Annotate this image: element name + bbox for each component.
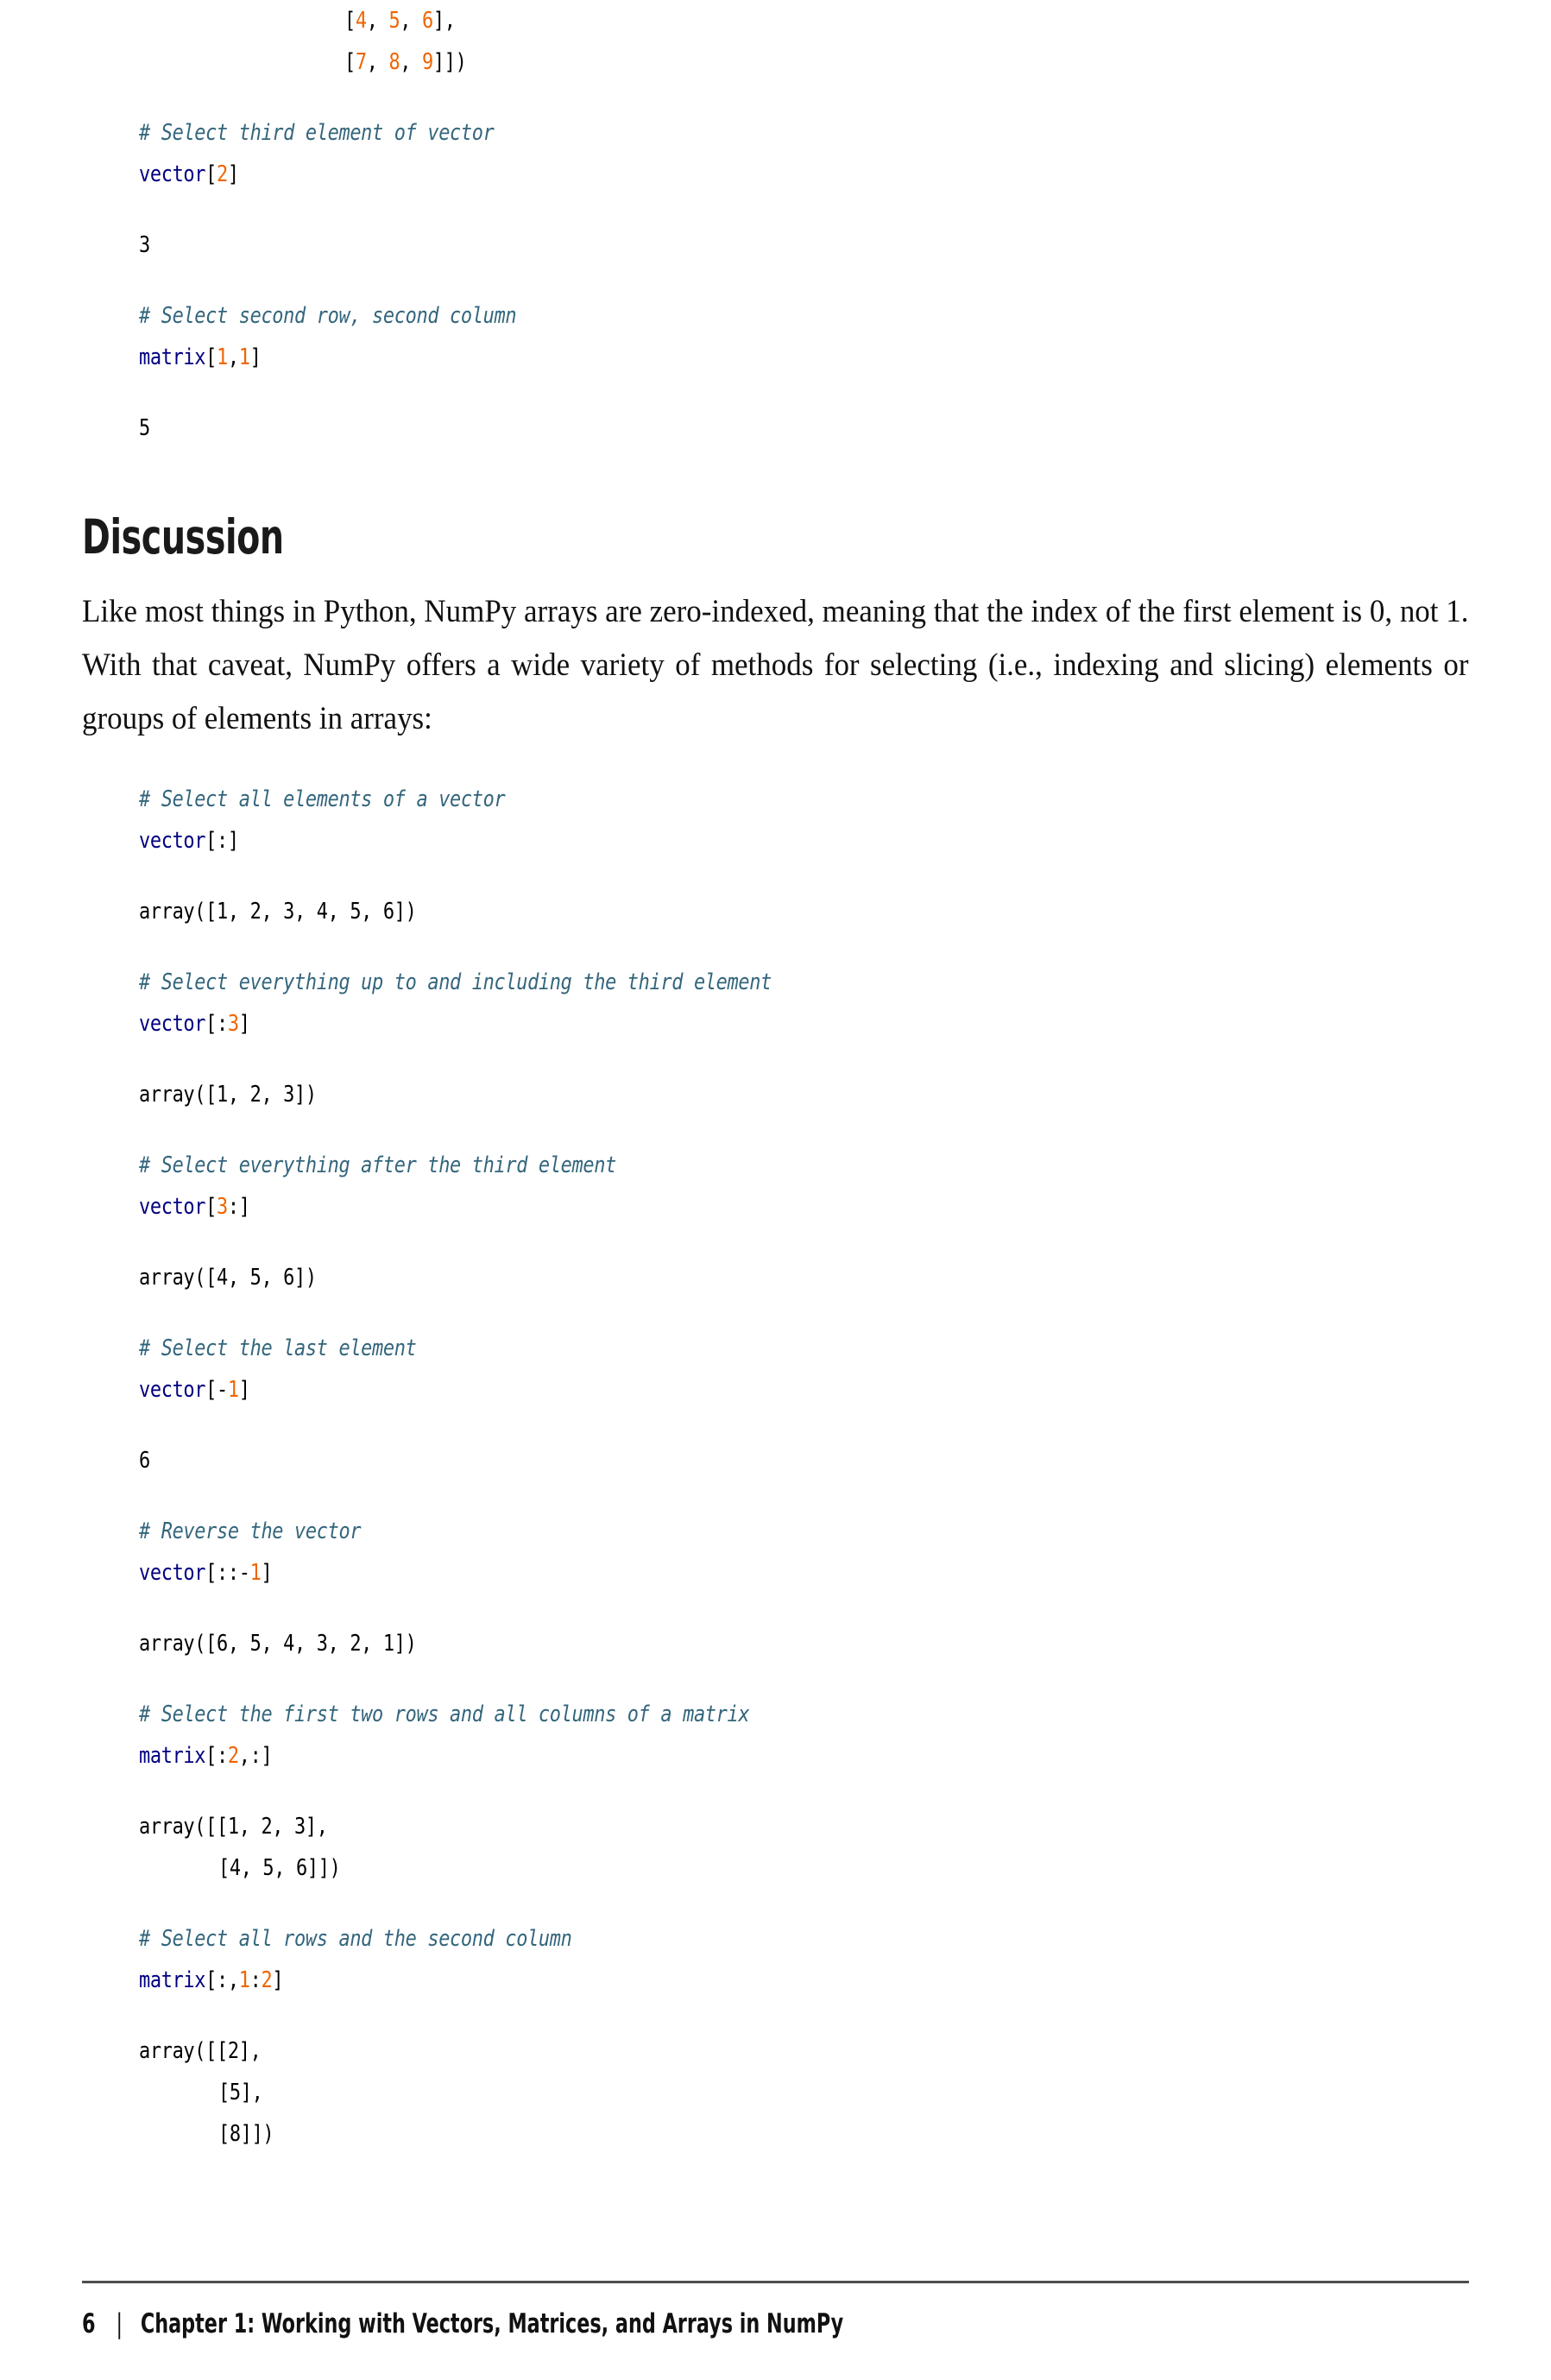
code-token-pun: ],	[432, 8, 456, 34]
code-token-pun: [::-	[205, 1560, 250, 1586]
code-token-num: 2	[227, 1743, 239, 1769]
code-token-num: 6	[421, 8, 433, 34]
code-token-cmt: # Reverse the vector	[139, 1518, 362, 1544]
code-line	[139, 891, 1283, 932]
code-block-select-all-elements	[82, 779, 1469, 862]
code-line	[139, 112, 1283, 154]
code-token-out: 6	[139, 1448, 150, 1474]
code-block-select-third-element	[82, 112, 1469, 195]
code-token-id: matrix	[139, 1743, 206, 1769]
code-line	[139, 1369, 1283, 1411]
code-output-array-two-rows	[82, 1806, 1469, 1889]
code-token-out: [5],	[218, 2080, 263, 2105]
page-section-heading: Discussion	[82, 509, 284, 565]
code-line	[139, 1440, 1283, 1481]
code-token-num: 3	[227, 1011, 239, 1037]
code-line	[139, 1806, 1283, 1847]
code-token-pun: [:	[205, 1011, 228, 1037]
code-token-out: array([4, 5, 6])	[139, 1265, 317, 1291]
code-line	[139, 1074, 1283, 1115]
code-token-out: array([6, 5, 4, 3, 2, 1])	[139, 1631, 417, 1657]
code-line	[344, 41, 1312, 83]
footer-text	[82, 2309, 1192, 2339]
code-token-pun: :]	[227, 1194, 250, 1220]
code-token-pun: [	[344, 8, 356, 34]
code-token-num: 1	[217, 344, 228, 370]
code-line	[139, 1623, 1283, 1664]
code-output-array-4-6	[82, 1257, 1469, 1298]
code-token-pun: ]	[249, 344, 262, 370]
code-block-select-all-rows-second-column	[82, 1918, 1469, 2001]
code-token-cmt: # Select all rows and the second column	[139, 1926, 572, 1952]
code-token-num: 1	[249, 1560, 262, 1586]
code-block-select-up-to-third	[82, 962, 1469, 1045]
code-line	[218, 2113, 1294, 2155]
code-token-num: 1	[238, 344, 250, 370]
code-token-pun: ,	[399, 8, 422, 34]
page-content	[82, 0, 1469, 2175]
code-token-out: array([1, 2, 3, 4, 5, 6])	[139, 899, 417, 925]
code-token-id: matrix	[139, 344, 206, 370]
code-token-pun: [-	[205, 1377, 228, 1403]
code-token-pun: [	[205, 161, 218, 187]
code-token-pun: ,	[227, 344, 239, 370]
code-token-out: array([[2],	[139, 2038, 262, 2064]
code-token-num: 2	[217, 161, 228, 187]
code-token-num: 1	[227, 1377, 239, 1403]
spacer-after-heading	[82, 563, 1469, 585]
code-output-6	[82, 1440, 1469, 1481]
code-token-num: 4	[355, 8, 367, 34]
code-token-pun: ,:]	[238, 1743, 273, 1769]
code-block-matrix-tail	[82, 0, 1469, 83]
code-output-5	[82, 407, 1469, 449]
code-token-pun: [:,	[205, 1967, 239, 1993]
code-token-id: vector	[139, 1011, 206, 1037]
code-line	[139, 1257, 1283, 1298]
code-line	[139, 1145, 1283, 1186]
code-line	[139, 1735, 1283, 1777]
code-token-cmt: # Select second row, second column	[139, 303, 517, 329]
code-token-out: 5	[139, 415, 150, 441]
code-line	[139, 407, 1283, 449]
code-token-out: array([1, 2, 3])	[139, 1082, 317, 1108]
code-token-num: 1	[238, 1967, 250, 1993]
code-output-3	[82, 224, 1469, 266]
code-line	[139, 2030, 1283, 2072]
code-line	[139, 1552, 1283, 1594]
code-token-cmt: # Select everything up to and including the third element	[139, 969, 772, 995]
code-token-num: 8	[388, 49, 400, 75]
code-token-pun: ]	[272, 1967, 284, 1993]
code-line	[139, 1960, 1283, 2001]
code-block-select-second-row-second-column	[82, 295, 1469, 378]
footer-divider	[82, 2281, 1469, 2283]
code-token-id: vector	[139, 828, 206, 854]
code-token-cmt: # Select all elements of a vector	[139, 786, 506, 812]
code-token-out: [4, 5, 6]])	[218, 1855, 341, 1881]
code-token-cmt: # Select everything after the third element	[139, 1152, 616, 1178]
code-token-pun: ,	[366, 8, 389, 34]
code-line	[139, 154, 1283, 195]
code-token-pun: ,	[399, 49, 422, 75]
code-line	[344, 0, 1312, 41]
code-token-cmt: # Select the last element	[139, 1335, 417, 1361]
code-token-out: array([[1, 2, 3],	[139, 1814, 328, 1840]
code-line	[218, 1847, 1294, 1889]
code-line	[139, 1694, 1283, 1735]
code-block-select-after-third	[82, 1145, 1469, 1228]
code-line	[139, 1186, 1283, 1228]
code-token-num: 2	[261, 1967, 273, 1993]
code-line	[139, 1511, 1283, 1552]
code-output-array-1-6	[82, 891, 1469, 932]
code-token-id: matrix	[139, 1967, 206, 1993]
spacer-before-heading	[82, 478, 1469, 511]
code-line	[139, 1918, 1283, 1960]
code-token-pun: ]	[238, 1011, 250, 1037]
code-block-select-first-two-rows	[82, 1694, 1469, 1777]
code-token-pun: ]	[261, 1560, 273, 1586]
footer-page-number: 6	[82, 2308, 96, 2339]
code-token-pun: :	[249, 1967, 262, 1993]
code-block-reverse-the-vector	[82, 1511, 1469, 1594]
code-token-num: 7	[355, 49, 367, 75]
code-token-id: vector	[139, 161, 206, 187]
code-line	[218, 2072, 1294, 2113]
code-token-id: vector	[139, 1377, 206, 1403]
code-token-pun: [:	[205, 1743, 228, 1769]
code-token-pun: [	[205, 344, 218, 370]
code-line	[139, 779, 1283, 820]
code-token-out: [8]])	[218, 2121, 274, 2147]
code-token-pun: ]])	[432, 49, 467, 75]
code-line	[139, 820, 1283, 862]
code-token-out: 3	[139, 232, 150, 258]
code-token-pun: ]	[238, 1377, 250, 1403]
code-token-num: 5	[388, 8, 400, 34]
code-line	[139, 1003, 1283, 1045]
code-token-pun: [	[344, 49, 356, 75]
code-output-array-1-3	[82, 1074, 1469, 1115]
code-block-select-last-element	[82, 1328, 1469, 1411]
code-line	[139, 1328, 1283, 1369]
discussion-paragraph: Like most things in Python, NumPy arrays are zero-indexed, meaning that the index of the first element is 0, not 1. With that caveat, NumPy offers a wide variety of methods for selecting (i.e., indexing and slicing) elements or groups of elements in arrays:	[82, 594, 1469, 736]
code-token-cmt: # Select the first two rows and all columns of a matrix	[139, 1701, 750, 1727]
code-output-array-reversed	[82, 1623, 1469, 1664]
code-token-cmt: # Select third element of vector	[139, 120, 495, 146]
footer-separator: |	[116, 2308, 123, 2339]
code-token-num: 3	[217, 1194, 228, 1220]
page-footer	[82, 2281, 1469, 2339]
code-line	[139, 337, 1283, 378]
code-line	[139, 295, 1283, 337]
code-line	[139, 224, 1283, 266]
code-token-pun: ]	[227, 161, 239, 187]
code-token-id: vector	[139, 1194, 206, 1220]
footer-chapter-title: Chapter 1: Working with Vectors, Matrices, and Arrays in NumPy	[140, 2308, 844, 2339]
spacer-after-paragraph	[82, 746, 1469, 779]
code-output-array-column	[82, 2030, 1469, 2155]
code-token-pun: [	[205, 1194, 218, 1220]
code-token-id: vector	[139, 1560, 206, 1586]
code-line	[139, 962, 1283, 1003]
code-token-pun: [:]	[205, 828, 239, 854]
code-token-pun: ,	[366, 49, 389, 75]
code-token-num: 9	[421, 49, 433, 75]
